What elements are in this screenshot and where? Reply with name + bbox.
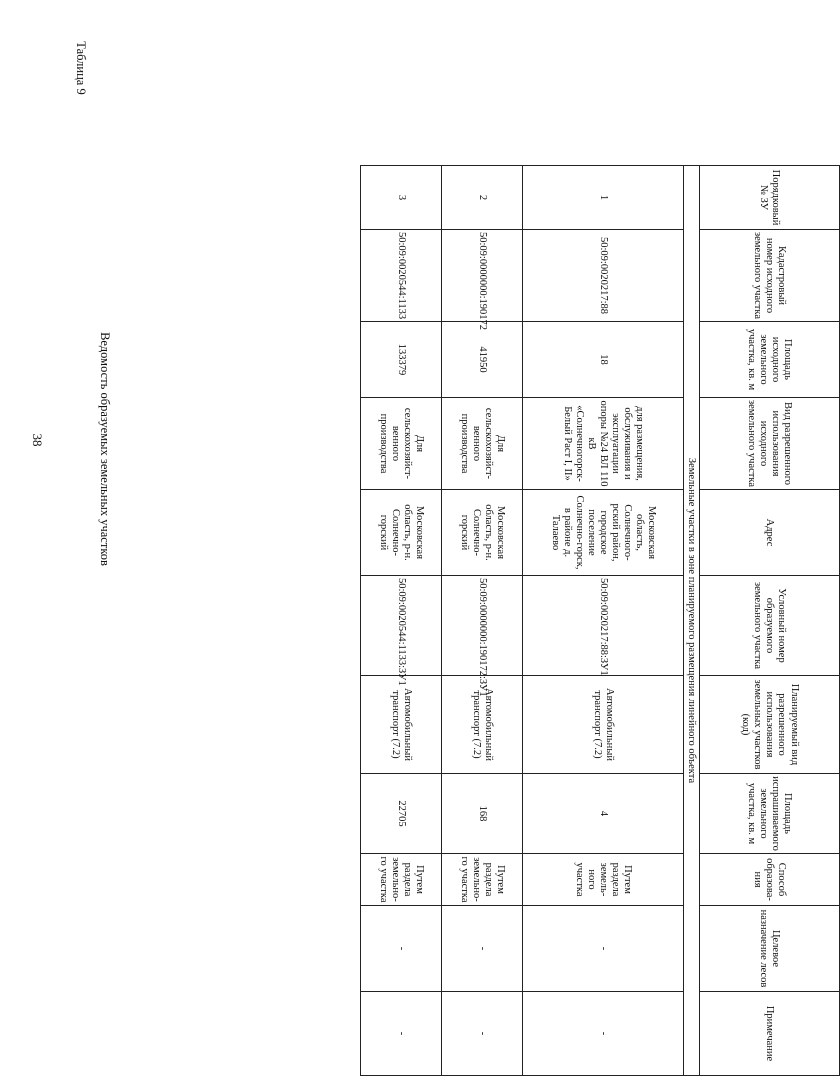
cell-plan-vri: Автомобильный транспорт (7.2) [361, 676, 442, 774]
table-number: Таблица 9 [74, 41, 88, 95]
section-label: Земельные участки в зоне планируемого размещения линейного объекта [684, 166, 700, 1076]
table-title: Ведомость образуемых земельных участков [98, 332, 112, 566]
cell-addr: Московская область, р-н. Солнечно-горский [442, 490, 523, 576]
col-header: Способ образова-ния [699, 854, 839, 906]
cell-area-req: 4 [523, 774, 684, 854]
col-header: Целевое назначение лесов [699, 906, 839, 992]
table-row [523, 166, 684, 1076]
cell-vri: Для сельскохозяйст-венного производства [442, 398, 523, 490]
land-plots-table [360, 165, 840, 1076]
cell-vri: Для сельскохозяйст-венного производства [361, 398, 442, 490]
cell-addr: Московская область, Солнечного-рский район, городское поселение Солнечно-горск, в районе д. Талаево [523, 490, 684, 576]
page-number: 38 [30, 433, 45, 447]
cell-cond: 50:09:0020544:1133:ЗУ1 [361, 576, 442, 676]
cell-note: - [361, 992, 442, 1076]
cell-cad: 50:09:0020544:1133 [361, 230, 442, 322]
rotated-table-container [360, 165, 840, 1062]
cell-addr: Московская область, р-н. Солнечно-горский [361, 490, 442, 576]
cell-area-src: 41950 [442, 322, 523, 398]
col-header: Площадь исходного земельного участка, кв. м [699, 322, 839, 398]
cell-vri: для размещения, обслуживания и эксплуатации опоры №24 ВЛ 110 кВ «Солнечногорск-Белый Раст I, II» [523, 398, 684, 490]
section-row [684, 166, 700, 1076]
cell-cad: 50:09:0000000:190172 [442, 230, 523, 322]
cell-method: Путем раздела земельно-го участка [442, 854, 523, 906]
cell-method: Путем раздела земельно-го участка [361, 854, 442, 906]
cell-cad: 50:09:0020217:88 [523, 230, 684, 322]
cell-plan-vri: Автомобильный транспорт (7.2) [442, 676, 523, 774]
table-row [442, 166, 523, 1076]
cell-note: - [523, 992, 684, 1076]
col-header: Площадь испрашиваемого земельного участка, кв. м [699, 774, 839, 854]
col-header: Порядковый № ЗУ [699, 166, 839, 230]
cell-purpose: - [523, 906, 684, 992]
cell-area-src: 133379 [361, 322, 442, 398]
cell-area-req: 168 [442, 774, 523, 854]
header-row [699, 166, 839, 1076]
cell-method: Путем раздела земель-ного участка [523, 854, 684, 906]
cell-cond: 50:09:0020217:88:ЗУ1 [523, 576, 684, 676]
col-header: Условный номер образуемого земельного участка [699, 576, 839, 676]
cell-area-req: 22705 [361, 774, 442, 854]
col-header: Примечание [699, 992, 839, 1076]
cell-purpose: - [442, 906, 523, 992]
cell-area-src: 18 [523, 322, 684, 398]
cell-note: - [442, 992, 523, 1076]
cell-n: 3 [361, 166, 442, 230]
cell-plan-vri: Автомобильный транспорт (7.2) [523, 676, 684, 774]
col-header: Адрес [699, 490, 839, 576]
cell-n: 1 [523, 166, 684, 230]
col-header: Кадастровый номер исходного земельного участка [699, 230, 839, 322]
col-header: Планируемый вид разрешенного использования земельных участков (код) [699, 676, 839, 774]
cell-n: 2 [442, 166, 523, 230]
col-header: Вид разрешенного использования исходного земельного участка [699, 398, 839, 490]
cell-purpose: - [361, 906, 442, 992]
cell-cond: 50:09:0000000:190172:ЗУ1 [442, 576, 523, 676]
table-row [361, 166, 442, 1076]
